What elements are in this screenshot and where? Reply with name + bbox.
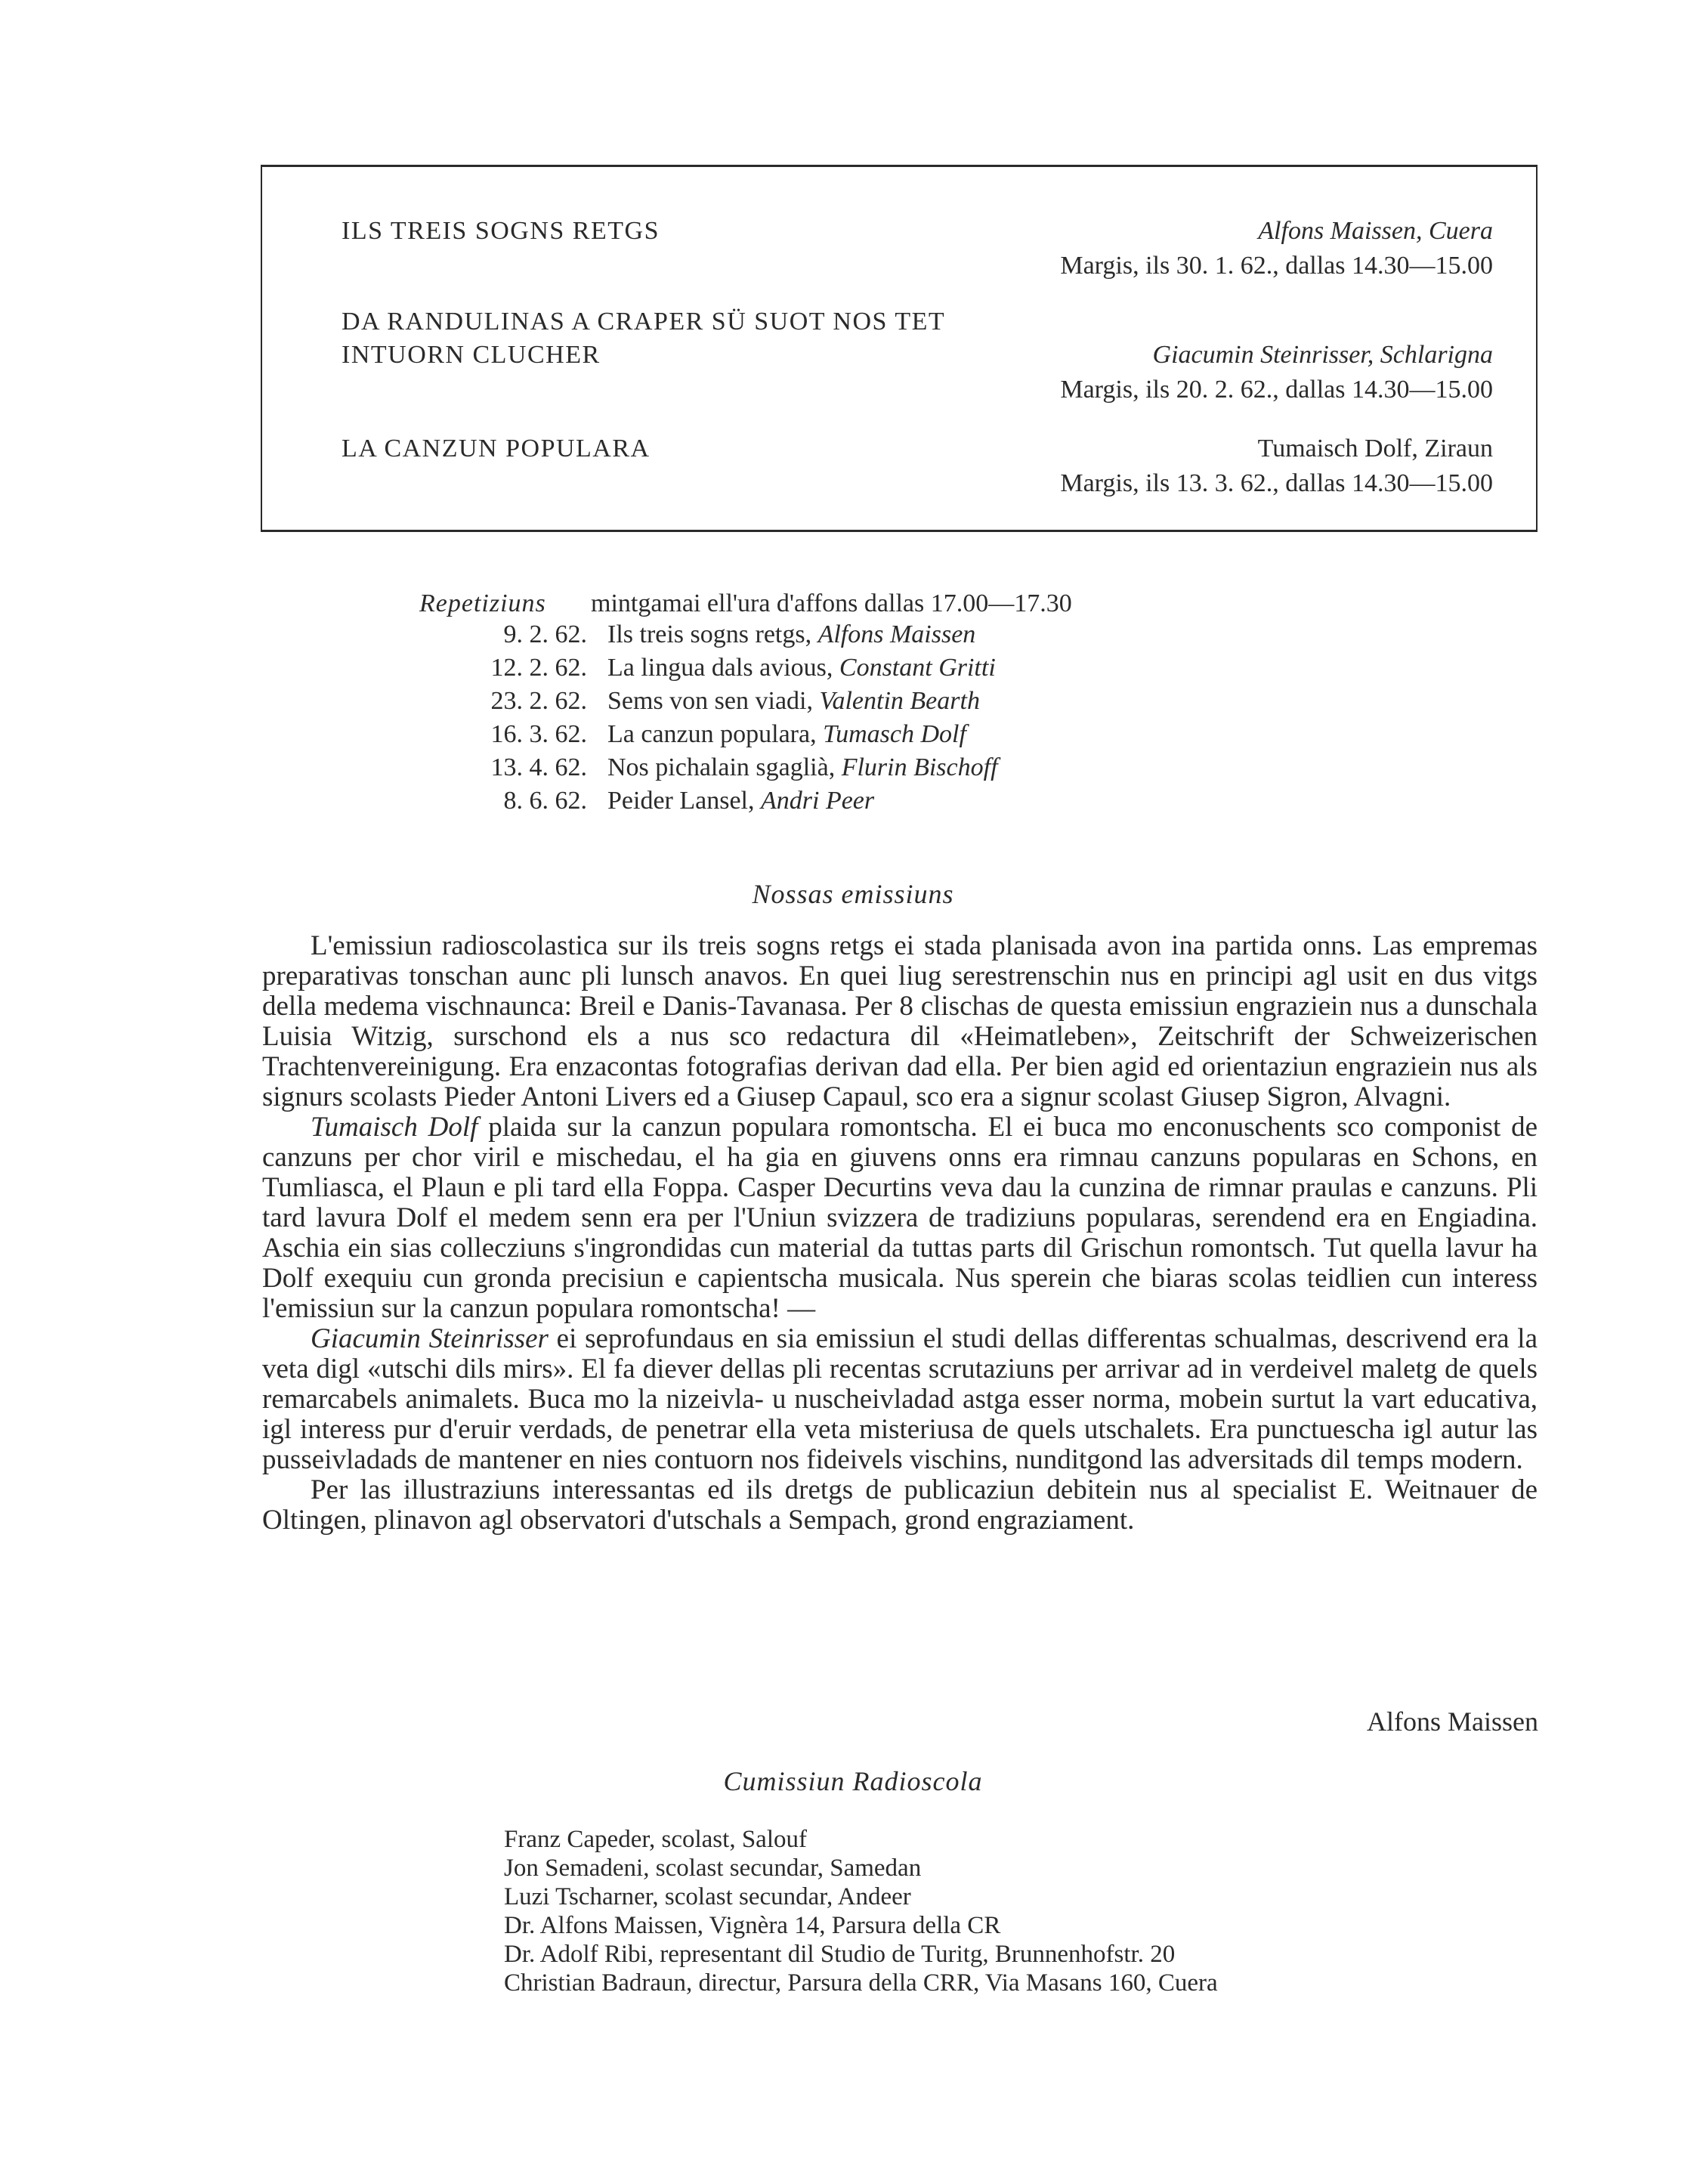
paragraph — [262, 1112, 1538, 1324]
program-date: Margis, ils 20. 2. 62., dallas 14.30—15.00 — [1060, 376, 1493, 404]
program-date: Margis, ils 13. 3. 62., dallas 14.30—15.00 — [1060, 469, 1493, 497]
repetition-date: 13. 4. 62. — [490, 753, 587, 781]
signature: Alfons Maissen — [1367, 1706, 1538, 1737]
emissions-text — [262, 931, 1538, 1536]
repetition-author: Alfons Maissen — [817, 620, 976, 648]
repetition-date: 9. 2. 62. — [503, 620, 587, 648]
paragraph: Per las illustraziuns interessantas ed ils dretgs de publicaziun debitein nus al specialist E. Weitnauer de Oltingen, plinavon agl observatori d'utschals a Sempach, grond engraziament. — [262, 1474, 1538, 1536]
paragraph: L'emissiun radioscolastica sur ils treis sogns retgs ei stada planisada avon ina partida onns. Las empremas preparativas tonschan aunc pli lunsch anavos. En quei liug serestrenschin nus en principi agl usit en dus vitgs della medema vischnaunca: Breil e Danis-Tavanasa. Per 8 clischas de questa emissiun engraziein nus a dunschala Luisia Witzig, surschond els a nus sco redactura dil «Heimatleben», Zeitschrift der Schweizerischen Trachtenvereinigung. Era enzacontas fotografias derivan dad ella. Per bien agid ed orientaziun engraziein nus als signurs scolasts Pieder Antoni Livers ed a Giusep Capaul, sco era a signur scolast Giusep Sigron, Alvagni. — [262, 930, 1538, 1112]
repetition-author: Constant Gritti — [839, 654, 996, 682]
paragraph-text: plaida sur la canzun populara romontscha. El ei buca mo enconuschents sco componist de canzuns per chor viril e mischedau, el ha gia en giuvens onns era rimnau canzuns popularas en Schons, en Tumliasca, el Plaun e pli tard ella Foppa. Casper Decurtins veva dau la cunzina de rimnar praulas e canzuns. Pli tard lavura Dolf el medem senn era per l'Uniun svizzera de tradiziuns popularas, serendend era en Engiadina. Aschia ein sias collecziuns s'ingrondidas cun material da tuttas parts dil Grischun romontsch. Tut quella lavur ha Dolf exequiu cun gronda precisiun e capientscha musicala. Nus sperein che biaras scolas teidlien cun interess l'emissiun sur la canzun populara romontscha! — — [262, 1112, 1538, 1324]
program-title: ILS TREIS SOGNS RETGS — [342, 217, 660, 245]
commission-heading: Cumissiun Radioscola — [723, 1766, 983, 1796]
member-line: Luzi Tscharner, scolast secundar, Andeer — [504, 1883, 911, 1910]
program-title: DA RANDULINAS A CRAPER SÜ SUOT NOS TET — [342, 308, 946, 336]
paragraph — [262, 1324, 1538, 1475]
program-title-line-2: INTUORN CLUCHER — [342, 341, 601, 369]
member-line: Dr. Adolf Ribi, representant dil Studio de Turitg, Brunnenhofstr. 20 — [504, 1941, 1176, 1968]
member-line: Jon Semadeni, scolast secundar, Samedan — [504, 1855, 922, 1882]
member-line: Franz Capeder, scolast, Salouf — [504, 1826, 807, 1853]
repetition-topic: Sems von sen viadi, — [607, 687, 813, 715]
repetitions-intro: mintgamai ell'ura d'affons dallas 17.00—17.30 — [591, 589, 1072, 617]
repetition-topic: Ils treis sogns retgs, — [607, 620, 812, 648]
program-author: Alfons Maissen, Cuera — [1258, 217, 1493, 245]
schedule-box — [261, 165, 1538, 532]
commission-members — [504, 1825, 1218, 1997]
repetition-topic: La lingua dals avious, — [607, 654, 833, 682]
repetition-topic: Peider Lansel, — [607, 787, 755, 815]
paragraph-name: Tumaisch Dolf — [311, 1112, 478, 1143]
paragraph-text: ei seprofundaus en sia emissiun el studi dellas differentas schualmas, descrivend era la veta digl «utschi dils mirs». El fa diever dellas pli recentas scrutaziuns per arrivar ad in verdeivel maletg de quels remarcabels animalets. Buca mo la nizeivla- u nuscheivladad astga esser norma, mobein surtut la vart educativa, igl interess pur d'eruir verdads, de penetrar ella veta misteriusa de quels utschalets. Era punctuescha igl autur las pusseivladads de mantener en nies contuorn nos fideivels vischins, nunditgond las adversitads dil temps modern. — [262, 1323, 1538, 1475]
member-line: Christian Badraun, directur, Parsura della CRR, Via Masans 160, Cuera — [504, 1969, 1218, 1997]
repetition-topic: La canzun populara, — [607, 720, 817, 748]
member-line: Dr. Alfons Maissen, Vignèra 14, Parsura della CR — [504, 1912, 1001, 1939]
repetitions-label: Repetiziuns — [419, 589, 546, 617]
program-author: Tumaisch Dolf, Ziraun — [1257, 435, 1493, 462]
repetition-topic: Nos pichalain sgaglià, — [607, 753, 836, 781]
paragraph-name: Giacumin Steinrisser — [311, 1323, 549, 1354]
repetition-author: Tumasch Dolf — [823, 720, 966, 748]
repetition-date: 12. 2. 62. — [490, 654, 587, 682]
repetition-date: 16. 3. 62. — [490, 720, 587, 748]
repetition-author: Valentin Bearth — [819, 687, 980, 715]
program-author: Giacumin Steinrisser, Schlarigna — [1152, 341, 1493, 369]
program-date: Margis, ils 30. 1. 62., dallas 14.30—15.00 — [1060, 252, 1493, 280]
program-title: LA CANZUN POPULARA — [342, 435, 651, 462]
emissions-heading: Nossas emissiuns — [752, 879, 954, 909]
repetition-date: 23. 2. 62. — [490, 687, 587, 715]
repetition-author: Flurin Bischoff — [841, 753, 998, 781]
repetition-date: 8. 6. 62. — [503, 787, 587, 815]
repetition-author: Andri Peer — [761, 787, 875, 815]
